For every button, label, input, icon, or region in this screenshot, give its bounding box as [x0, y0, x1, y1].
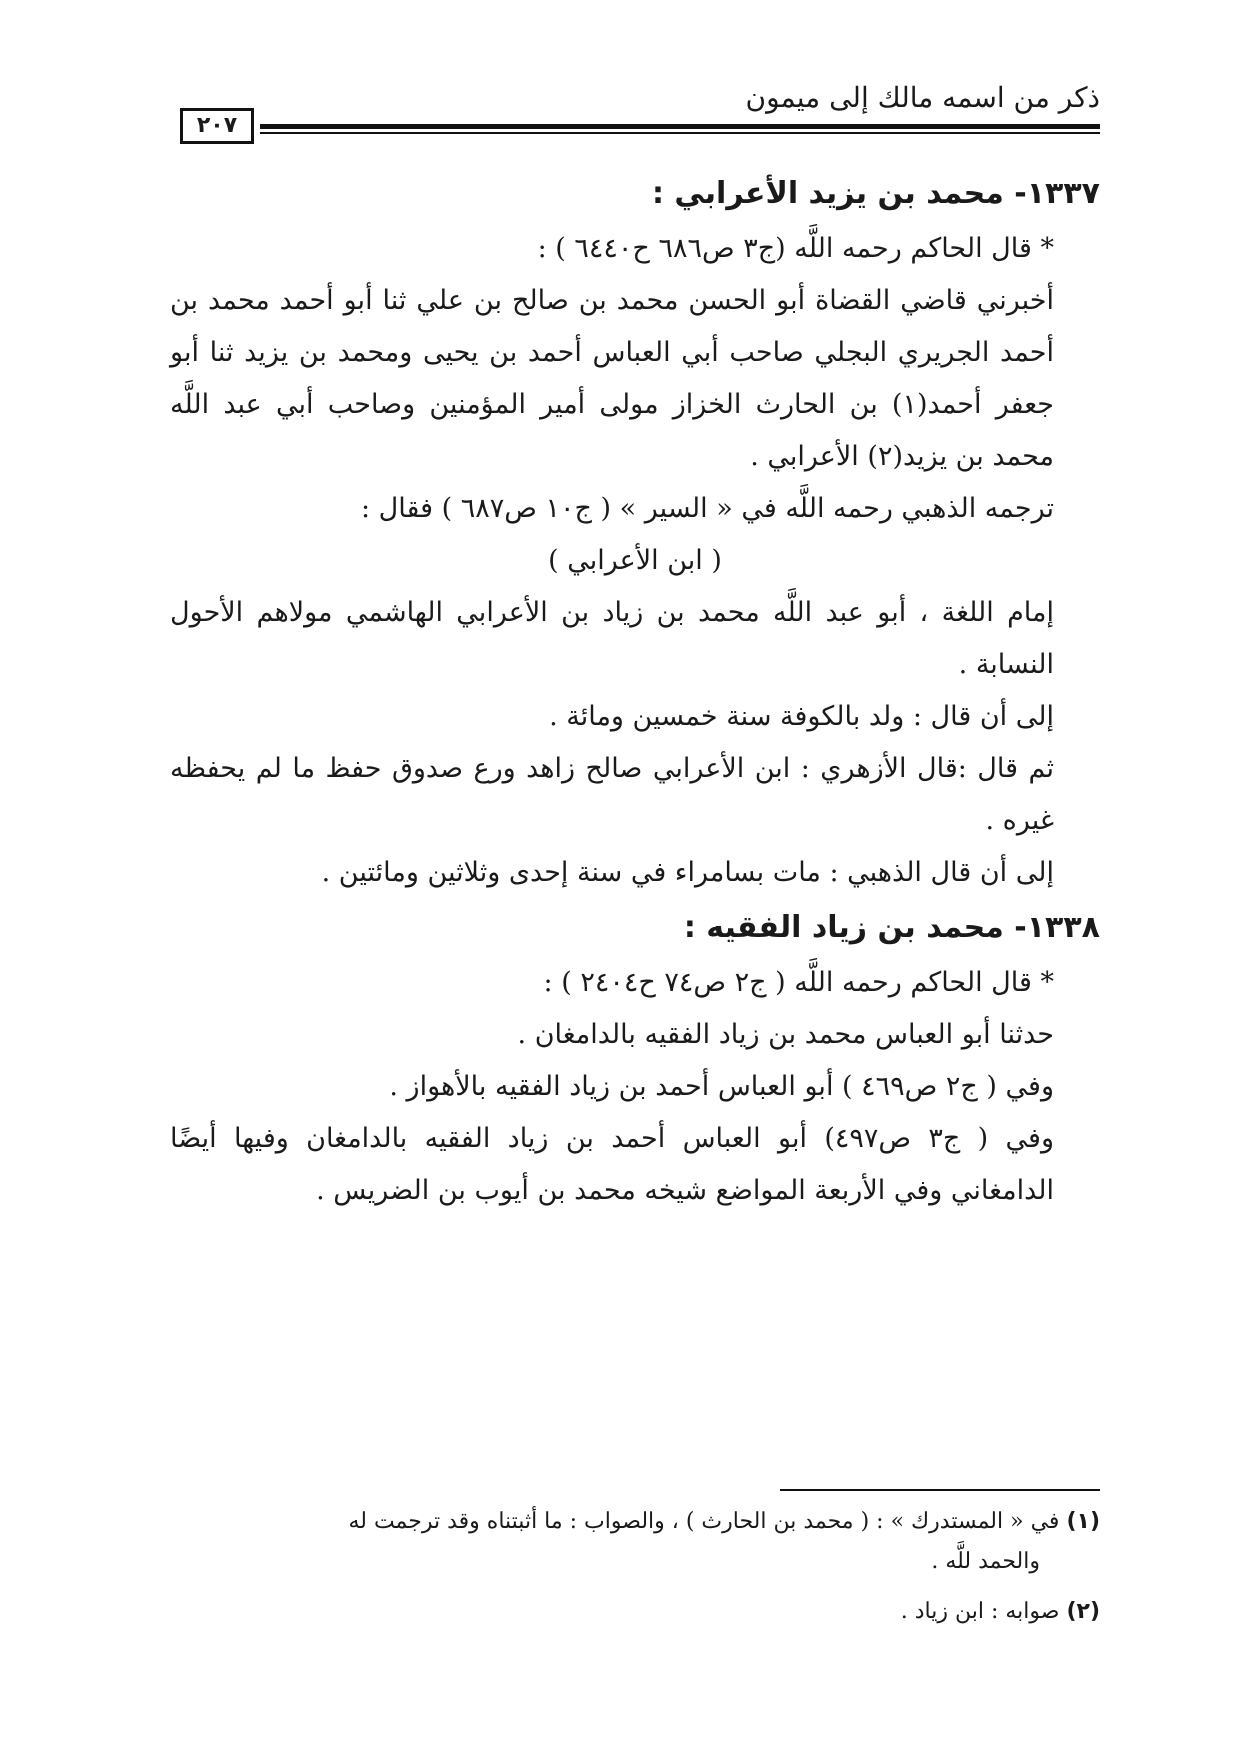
biography-subtitle: ( ابن الأعرابي ) — [548, 545, 722, 576]
narration-line: حدثنا أبو العباس محمد بن زياد الفقيه بالدامغان . — [517, 1019, 1054, 1050]
biography-paragraph: إمام اللغة ، أبو عبد اللَّه محمد بن زياد بن الأعرابي الهاشمي مولاهم الأحول النسابة . — [170, 597, 1054, 680]
header-rule-thin — [260, 132, 1100, 134]
footnote-marker: (١) — [1066, 1509, 1100, 1534]
entry-heading-1337: ١٣٣٧- محمد بن يزيد الأعرابي : — [651, 176, 1100, 211]
footnote-1 — [170, 1502, 1100, 1542]
azhari-paragraph: ثم قال :قال الأزهري : ابن الأعرابي صالح زاهد ورع صدوق حفظ ما لم يحفظه غيره . — [170, 753, 1054, 836]
dhahabi-citation: ترجمه الذهبي رحمه اللَّه في « السير » ( ج١٠ ص٦٨٧ ) فقال : — [360, 493, 1054, 524]
footnote-marker: (٢) — [1066, 1599, 1100, 1624]
header-rule — [260, 124, 1100, 129]
footnote-text: صوابه : ابن زياد . — [900, 1599, 1060, 1624]
running-title: ذكر من اسمه مالك إلى ميمون — [745, 81, 1100, 114]
page-header — [180, 80, 1100, 150]
ahwaz-line: وفي ( ج٢ ص٤٦٩ ) أبو العباس أحمد بن زياد الفقيه بالأهواز . — [389, 1071, 1054, 1102]
main-text — [170, 165, 1100, 1217]
footnote-1-continuation: والحمد للَّه . — [931, 1549, 1040, 1574]
footnotes — [170, 1502, 1100, 1632]
footnote-rule — [780, 1489, 1100, 1491]
entry-heading-1338: ١٣٣٨- محمد بن زياد الفقيه : — [683, 910, 1100, 945]
footnote-2 — [170, 1592, 1100, 1632]
isnad-paragraph: أخبرني قاضي القضاة أبو الحسن محمد بن صالح بن علي ثنا أبو أحمد محمد بن أحمد الجريري البجلي صاحب أبي العباس أحمد بن يحيى ومحمد بن يزيد ثنا أبو جعفر أحمد(١) بن الحارث الخزاز مولى أمير المؤمنين وصاحب أبي عبد اللَّه محمد بن يزيد(٢) الأعرابي . — [170, 285, 1054, 472]
footnote-text: في « المستدرك » : ( محمد بن الحارث ) ، والصواب : ما أثبتناه وقد ترجمت له — [348, 1509, 1060, 1534]
hakim-citation-1338: * قال الحاكم رحمه اللَّه ( ج٢ ص٧٤ ح٢٤٠٤ ) : — [543, 967, 1054, 998]
death-paragraph: إلى أن قال الذهبي : مات بسامراء في سنة إحدى وثلاثين ومائتين . — [321, 857, 1054, 888]
page-number: ٢٠٧ — [180, 108, 254, 144]
birth-paragraph: إلى أن قال : ولد بالكوفة سنة خمسين ومائة . — [549, 701, 1054, 732]
hakim-citation-1337: * قال الحاكم رحمه اللَّه (ج٣ ص٦٨٦ ح٦٤٤٠ ) : — [537, 233, 1054, 264]
damghan-paragraph: وفي ( ج٣ ص٤٩٧) أبو العباس أحمد بن زياد الفقيه بالدامغان وفيها أيضًا الدامغاني وفي الأربعة المواضع شيخه محمد بن أيوب بن الضريس . — [170, 1123, 1055, 1206]
